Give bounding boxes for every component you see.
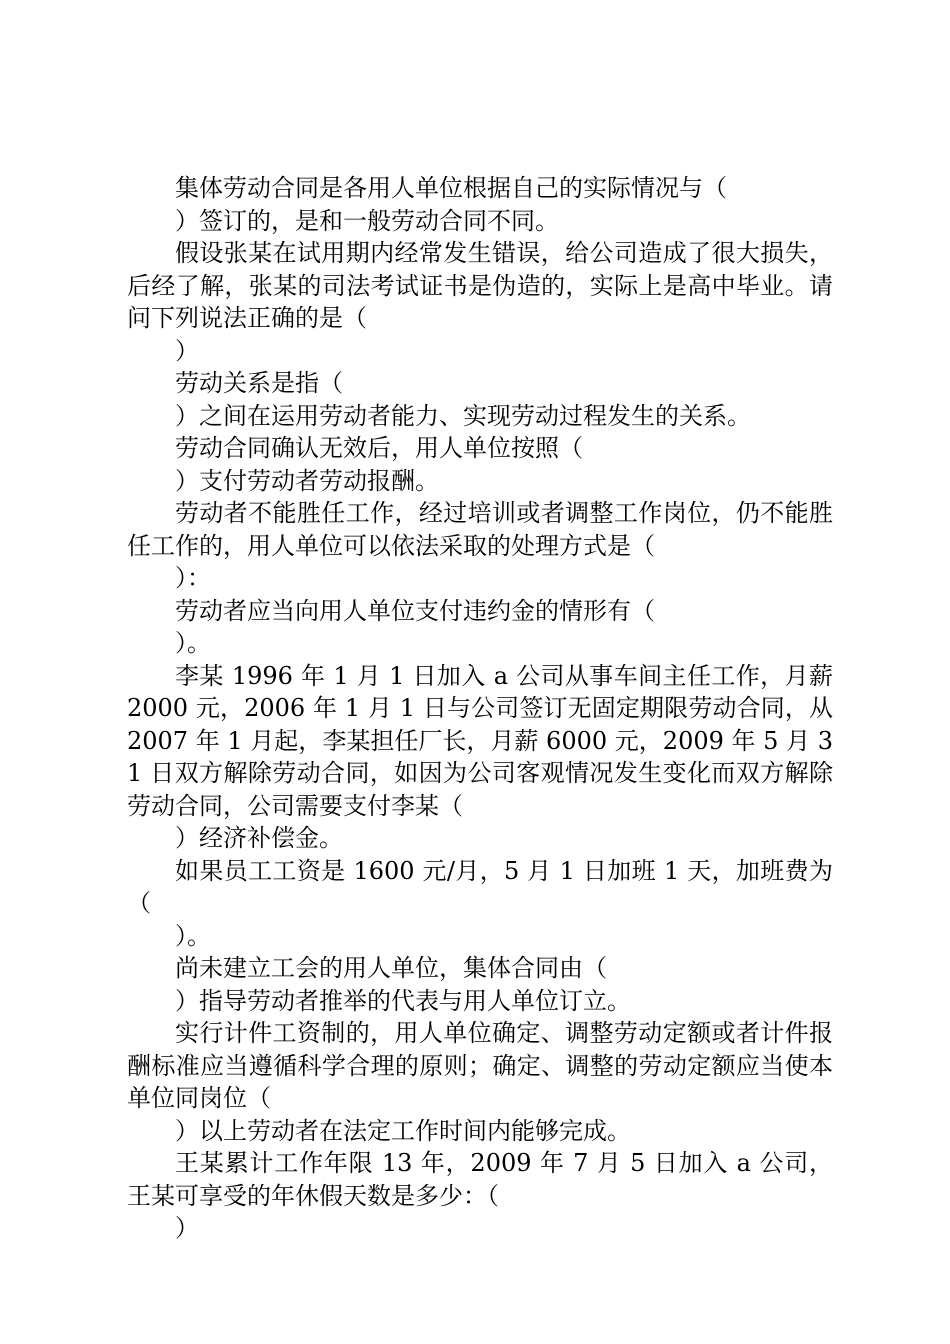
document-body <box>127 172 833 1245</box>
question-text: 劳动关系是指（ <box>175 369 343 397</box>
question-text: 劳动者不能胜任工作，经过培训或者调整工作岗位，仍不能胜任工作的，用人单位可以依法采取的处理方式是（ <box>127 499 833 560</box>
question-text: 集体劳动合同是各用人单位根据自己的实际情况与（ <box>175 174 727 202</box>
question-text: 劳动合同确认无效后，用人单位按照（ <box>175 434 583 462</box>
answer-blank-line: ）签订的，是和一般劳动合同不同。 <box>175 206 559 235</box>
answer-blank-line: ）之间在运用劳动者能力、实现劳动过程发生的关系。 <box>175 401 751 430</box>
answer-blank-line: ）： <box>175 564 211 592</box>
answer-blank-line: ）经济补偿金。 <box>175 824 343 852</box>
question-text: 李某 1996 年 1 月 1 日加入 a 公司从事车间主任工作，月薪 2000 元，2006 年 1 月 1 日与公司签订无固定期限劳动合同，从 2007 年 1 月起，李某担任厂长，月薪 6000 元，2009 年 5 月 31 日双方解除劳动合同，如因为公司客观情况发生变化而双方解除劳动合同，公司需要支付李某（ <box>127 661 833 820</box>
answer-blank-line: ）。 <box>175 629 211 657</box>
question-text: 假设张某在试用期内经常发生错误，给公司造成了很大损失，后经了解，张某的司法考试证书是伪造的，实际上是高中毕业。请问下列说法正确的是（ <box>127 239 833 332</box>
answer-blank-line: ）指导劳动者推举的代表与用人单位订立。 <box>175 986 631 1015</box>
question-text: 王某累计工作年限 13 年，2009 年 7 月 5 日加入 a 公司，王某可享受的年休假天数是多少：（ <box>127 1149 833 1210</box>
question-text: 实行计件工资制的，用人单位确定、调整劳动定额或者计件报酬标准应当遵循科学合理的原则；确定、调整的劳动定额应当使本单位同岗位（ <box>127 1019 833 1112</box>
answer-blank-line: ）。 <box>175 921 211 950</box>
question-text: 尚未建立工会的用人单位，集体合同由（ <box>175 954 607 982</box>
answer-blank-line: ） <box>175 336 199 365</box>
answer-blank-line: ） <box>175 1214 199 1242</box>
question-text: 劳动者应当向用人单位支付违约金的情形有（ <box>175 596 655 625</box>
answer-blank-line: ）支付劳动者劳动报酬。 <box>175 466 439 495</box>
question-text: 如果员工工资是 1600 元/月，5 月 1 日加班 1 天，加班费为（ <box>127 856 833 917</box>
answer-blank-line: ）以上劳动者在法定工作时间内能够完成。 <box>175 1116 631 1145</box>
